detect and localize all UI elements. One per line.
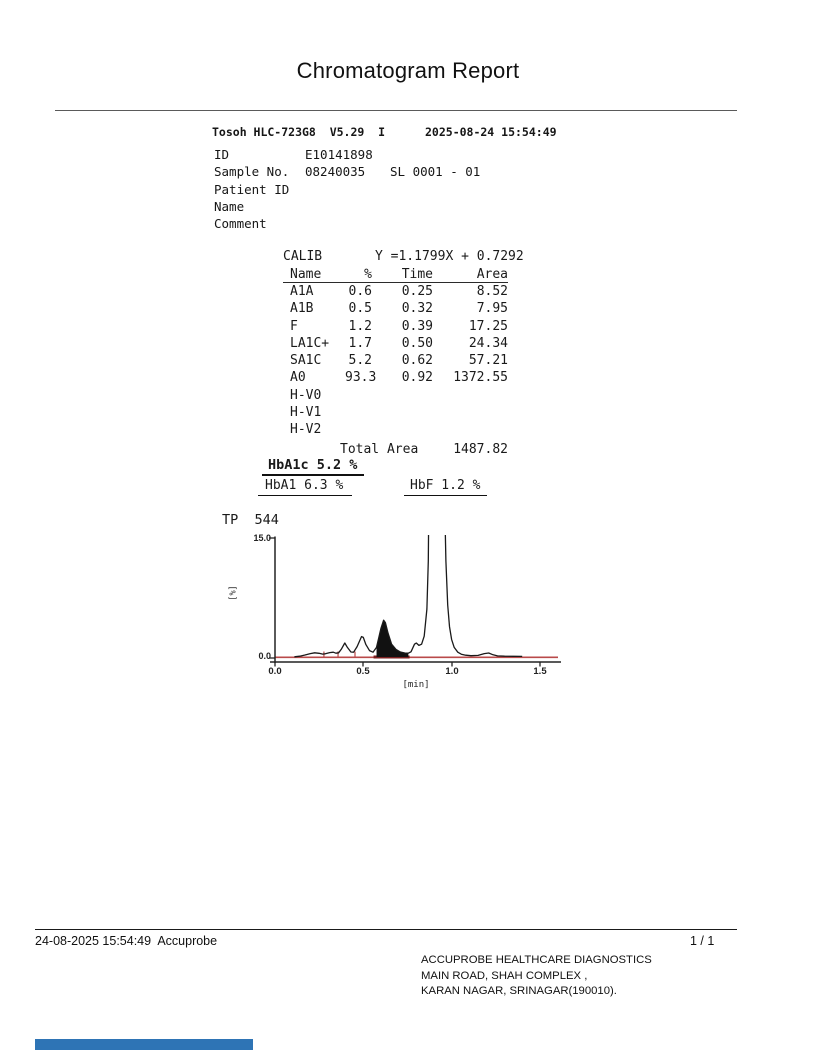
lab-address-line: ACCUPROBE HEALTHCARE DIAGNOSTICS [421, 954, 652, 966]
col-area: Area [476, 267, 508, 282]
result-hbf: HbF 1.2 % [404, 478, 487, 496]
cell-time: 0.32 [401, 301, 433, 317]
chromatogram-trace [275, 535, 558, 657]
cell-percent: 5.2 [348, 353, 372, 369]
x-tick-05: 0.5 [356, 666, 370, 677]
cell-name: H-V2 [290, 422, 322, 438]
cell-percent: 0.5 [348, 301, 372, 317]
table-row [283, 283, 508, 300]
field-value-sl: SL 0001 - 01 [390, 164, 481, 179]
cell-area: 8.52 [476, 284, 508, 299]
y-tick-0: 0.0 [258, 651, 271, 661]
footer-divider [35, 929, 737, 930]
cell-name: A1B [290, 301, 314, 317]
table-row [283, 387, 508, 404]
lab-address [421, 953, 652, 1000]
cell-name: H-V1 [290, 405, 322, 421]
table-row [283, 318, 508, 335]
total-area-row [283, 442, 508, 457]
lab-address-line: KARAN NAGAR, SRINAGAR(190010). [421, 985, 617, 998]
cell-area: 7.95 [476, 301, 508, 317]
analyzer-model: Tosoh HLC-723G8 V5.29 I [212, 125, 386, 139]
field-label-comment: Comment [214, 216, 267, 231]
y-axis-label: [%] [228, 585, 239, 601]
field-label-id: ID [214, 147, 230, 162]
cell-percent: 1.7 [348, 335, 372, 351]
table-row [283, 335, 508, 352]
page-title: Chromatogram Report [296, 58, 520, 83]
x-axis-label: [min] [402, 680, 430, 690]
footer-accent-bar [35, 1039, 253, 1050]
cell-area: 1372.55 [453, 370, 508, 386]
cell-time: 0.25 [401, 284, 433, 299]
cell-percent: 0.6 [348, 284, 372, 299]
chromatogram-plot [255, 535, 575, 685]
x-tick-0: 0.0 [268, 666, 282, 677]
footer-datetime-lab: 24-08-2025 15:54:49 Accuprobe [35, 934, 218, 948]
result-hba1c: HbA1c 5.2 % [262, 457, 364, 476]
cell-name: A0 [290, 370, 306, 386]
cell-time: 0.50 [401, 335, 433, 351]
lab-address-line: MAIN ROAD, SHAH COMPLEX , [421, 969, 588, 982]
field-value-id: E10141898 [305, 147, 373, 162]
cell-time: 0.62 [401, 353, 433, 369]
cell-area: 24.34 [468, 335, 508, 351]
col-time: Time [401, 267, 433, 282]
table-row [283, 369, 508, 386]
cell-time: 0.92 [401, 370, 433, 386]
col-name: Name [290, 267, 322, 282]
total-area-value: 1487.82 [453, 442, 508, 457]
total-points-label: TP 544 [222, 512, 279, 528]
field-label-name: Name [214, 199, 245, 214]
cell-name: H-V0 [290, 387, 322, 403]
cell-percent: 1.2 [348, 318, 372, 334]
page-number: 1 / 1 [690, 934, 715, 948]
analysis-datetime: 2025-08-24 15:54:49 [425, 125, 557, 139]
fraction-table [283, 266, 508, 439]
field-value-sample-no: 08240035 [305, 164, 366, 179]
cell-time: 0.39 [401, 318, 433, 334]
y-tick-15: 15.0 [253, 533, 271, 543]
field-label-sample-no: Sample No. [214, 164, 290, 179]
calib-label: CALIB [283, 249, 323, 264]
cell-name: F [290, 318, 298, 334]
table-row [283, 421, 508, 438]
total-area-label: Total Area [340, 442, 419, 457]
cell-name: SA1C [290, 353, 322, 369]
fraction-table-header [283, 266, 508, 283]
table-row [283, 300, 508, 317]
cell-area: 57.21 [468, 353, 508, 369]
col-percent: % [364, 267, 372, 282]
x-tick-15: 1.5 [533, 666, 547, 677]
field-label-patient-id: Patient ID [214, 182, 290, 197]
cell-area: 17.25 [468, 318, 508, 334]
result-hba1: HbA1 6.3 % [258, 478, 352, 496]
cell-name: A1A [290, 284, 314, 299]
x-tick-10: 1.0 [445, 666, 459, 677]
table-row [283, 352, 508, 369]
cell-name: LA1C+ [290, 335, 330, 351]
calib-equation: Y =1.1799X + 0.7292 [375, 249, 524, 264]
cell-percent: 93.3 [345, 370, 377, 386]
title-divider [55, 110, 737, 111]
table-row [283, 404, 508, 421]
